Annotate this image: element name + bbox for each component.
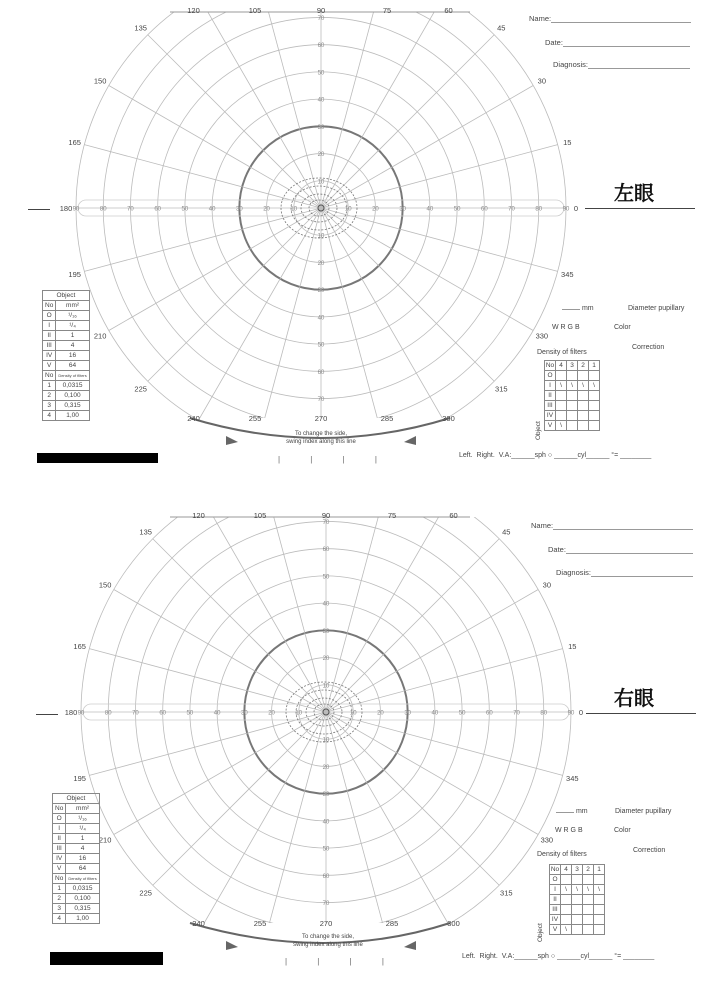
ring-value-label: 70 bbox=[132, 710, 139, 717]
object-vertical-label: Object bbox=[535, 421, 542, 440]
ring-value-label: 90 bbox=[72, 206, 80, 213]
grid-lines bbox=[76, 0, 566, 453]
ring-value-label: 50 bbox=[181, 206, 189, 213]
meridian-label: 255 bbox=[248, 414, 262, 423]
pupil-mm-field[interactable]: mm bbox=[562, 305, 594, 312]
meridian-line bbox=[153, 539, 326, 712]
color-letters[interactable]: W R G B bbox=[555, 827, 583, 834]
density-col-no: No bbox=[53, 874, 66, 884]
ring-value-label: 30 bbox=[404, 710, 412, 717]
ring-value-label: 20 bbox=[372, 206, 379, 213]
table-row: 3 0,315 bbox=[43, 401, 90, 411]
table-row: II 1 bbox=[53, 834, 100, 844]
ring-value-label: 60 bbox=[480, 206, 488, 213]
table-row: 3 0,315 bbox=[53, 904, 100, 914]
ring-value-label: 60 bbox=[322, 547, 330, 554]
meridian-label: 300 bbox=[447, 919, 460, 928]
left-tick-line bbox=[28, 209, 50, 210]
perimetry-chart-left-eye bbox=[0, 0, 728, 500]
ring-value-label: 30 bbox=[322, 628, 330, 635]
meridian-label: 255 bbox=[253, 919, 267, 928]
grid-lines bbox=[81, 505, 571, 957]
meridian-label: 135 bbox=[139, 527, 152, 537]
redacted-block bbox=[50, 952, 163, 965]
eye-label-rule bbox=[585, 208, 695, 209]
table-row: IV 16 bbox=[53, 854, 100, 864]
ring-value-label: 20 bbox=[317, 152, 325, 159]
meridian-line bbox=[321, 35, 494, 208]
ring-value-label: 10 bbox=[322, 683, 330, 690]
meridian-label: 0 bbox=[578, 708, 584, 717]
swing-arrow-left bbox=[226, 941, 238, 950]
meridian-label: 30 bbox=[537, 76, 547, 86]
ring-value-label: 10 bbox=[344, 206, 352, 213]
ring-value-label: 50 bbox=[186, 710, 194, 717]
table-row[interactable]: IV bbox=[550, 915, 605, 925]
swing-instruction: To change the side, swing index along this line bbox=[293, 934, 363, 948]
ring-value-label: 50 bbox=[453, 206, 461, 213]
ring-value-label: 50 bbox=[317, 70, 325, 77]
correction-label: Correction bbox=[632, 344, 665, 351]
left-tick-line bbox=[36, 714, 58, 715]
meridian-label: 75 bbox=[382, 6, 392, 15]
swing-arrow-left bbox=[226, 436, 238, 445]
ring-value-label: 40 bbox=[213, 710, 221, 717]
color-label: Color bbox=[614, 827, 631, 834]
meridian-line bbox=[84, 208, 321, 271]
meridian-label: 105 bbox=[253, 511, 267, 520]
meridian-label: 120 bbox=[187, 6, 200, 15]
meridian-line bbox=[84, 145, 321, 208]
meridian-label: 120 bbox=[192, 511, 205, 520]
meridian-line bbox=[321, 145, 558, 208]
ring-value-label: 70 bbox=[508, 206, 515, 213]
meridian-line bbox=[263, 712, 326, 949]
meridian-label: 285 bbox=[385, 919, 399, 928]
ring-value-label: 40 bbox=[322, 819, 330, 826]
ring-value-label: 10 bbox=[295, 710, 303, 717]
table-row[interactable]: IV bbox=[545, 411, 600, 421]
ring-value-label: 20 bbox=[263, 206, 270, 213]
meridian-label: 225 bbox=[139, 888, 152, 898]
pupil-diameter-label: Diameter pupillary bbox=[615, 808, 672, 815]
ring-value-label: 20 bbox=[377, 710, 384, 717]
ring-value-label: 10 bbox=[317, 233, 325, 240]
visual-field-grid bbox=[0, 505, 728, 1005]
ring-value-label: 70 bbox=[322, 519, 330, 526]
object-table bbox=[42, 290, 90, 421]
object-col-mm: mm² bbox=[56, 301, 89, 311]
meridian-line bbox=[321, 208, 384, 445]
ring-value-label: 10 bbox=[317, 179, 325, 186]
meridian-label: 150 bbox=[93, 76, 107, 86]
meridian-line bbox=[326, 712, 389, 949]
meridian-label: 210 bbox=[93, 331, 107, 341]
object-vertical-label: Object bbox=[537, 923, 544, 942]
ring-value-label: 20 bbox=[268, 710, 275, 717]
eye-label: 右眼 bbox=[614, 686, 654, 710]
meridian-line bbox=[148, 35, 321, 208]
ring-value-label: 90 bbox=[567, 710, 575, 717]
meridian-label: 90 bbox=[321, 511, 331, 520]
ring-value-label: 10 bbox=[290, 206, 298, 213]
ring-value-label: 70 bbox=[317, 397, 325, 404]
table-row: 1 0,0315 bbox=[43, 381, 90, 391]
table-row[interactable]: II bbox=[550, 895, 605, 905]
ring-value-label: 70 bbox=[322, 901, 330, 908]
table-row[interactable]: III bbox=[545, 401, 600, 411]
ring-value-label: 80 bbox=[104, 710, 112, 717]
meridian-label: 195 bbox=[73, 773, 86, 783]
meridian-line bbox=[326, 712, 563, 775]
color-letters[interactable]: W R G B bbox=[552, 324, 580, 331]
perimetry-chart-right-eye bbox=[0, 505, 728, 1005]
meridian-label: 315 bbox=[495, 384, 508, 394]
ring-value-label: 60 bbox=[317, 369, 325, 376]
meridian-label: 45 bbox=[497, 23, 506, 33]
color-label: Color bbox=[614, 324, 631, 331]
meridian-label: 345 bbox=[561, 269, 574, 279]
meridian-label: 345 bbox=[566, 773, 579, 783]
meridian-label: 30 bbox=[542, 580, 552, 590]
meridian-label: 180 bbox=[64, 708, 78, 717]
correction-label: Correction bbox=[633, 847, 666, 854]
meridian-label: 300 bbox=[442, 414, 455, 423]
table-row: I ¹/₄ bbox=[43, 321, 90, 331]
date-field[interactable]: Date: bbox=[545, 38, 690, 47]
object-col-mm: mm² bbox=[66, 804, 99, 814]
meridian-label: 135 bbox=[134, 23, 147, 33]
eye-label: 左眼 bbox=[614, 181, 654, 205]
density-col-no: No bbox=[43, 371, 56, 381]
meridian-label: 240 bbox=[192, 919, 205, 928]
meridian-label: 270 bbox=[319, 919, 333, 928]
meridian-label: 60 bbox=[449, 511, 458, 520]
meridian-label: 165 bbox=[73, 642, 86, 652]
meridian-label: 165 bbox=[68, 138, 81, 148]
ring-value-label: 10 bbox=[349, 710, 357, 717]
table-row[interactable]: III bbox=[550, 905, 605, 915]
ring-value-label: 30 bbox=[399, 206, 407, 213]
table-row: V 64 bbox=[53, 864, 100, 874]
ring-value-label: 90 bbox=[562, 206, 570, 213]
table-row[interactable]: II bbox=[545, 391, 600, 401]
object-table-title: Object bbox=[53, 794, 100, 804]
eye-label-rule bbox=[586, 713, 696, 714]
ring-value-label: 30 bbox=[235, 206, 243, 213]
table-row: 1 0,0315 bbox=[53, 884, 100, 894]
swing-arrow-right bbox=[404, 436, 416, 445]
table-row: I ¹/₄ bbox=[53, 824, 100, 834]
meridian-label: 0 bbox=[573, 204, 579, 213]
meridian-label: 105 bbox=[248, 6, 262, 15]
ring-value-label: 50 bbox=[317, 342, 325, 349]
meridian-line bbox=[326, 649, 563, 712]
ring-value-label: 60 bbox=[322, 873, 330, 880]
ring-value-label: 80 bbox=[540, 710, 548, 717]
table-row: III 4 bbox=[53, 844, 100, 854]
meridian-label: 60 bbox=[444, 6, 453, 15]
ring-value-label: 40 bbox=[431, 710, 439, 717]
table-row: III 4 bbox=[43, 341, 90, 351]
meridian-line bbox=[153, 712, 326, 885]
density-filters-title: Density of filters bbox=[537, 349, 587, 356]
table-row[interactable]: O bbox=[545, 371, 600, 381]
ring-value-label: 70 bbox=[127, 206, 134, 213]
ring-value-label: 40 bbox=[426, 206, 434, 213]
table-row: O ¹/₁₆ bbox=[43, 311, 90, 321]
meridian-label: 225 bbox=[134, 384, 147, 394]
object-col-no: No bbox=[43, 301, 56, 311]
meridian-label: 45 bbox=[502, 527, 511, 537]
ring-value-label: 30 bbox=[317, 288, 325, 295]
table-row[interactable]: V \ bbox=[550, 925, 605, 935]
ring-value-label: 30 bbox=[317, 124, 325, 131]
visual-field-grid bbox=[0, 0, 728, 500]
ring-value-label: 80 bbox=[99, 206, 107, 213]
meridian-line bbox=[321, 208, 494, 381]
ring-value-label: 30 bbox=[240, 710, 248, 717]
density-filters-table[interactable]: No 4 3 2 1 O I \ \ \ \ II III IV V \ bbox=[549, 864, 605, 935]
meridian-label: 240 bbox=[187, 414, 200, 423]
table-row[interactable]: O bbox=[550, 875, 605, 885]
footer-va-line[interactable]: Left. Right. V.A:______sph ○ ______cyl______ °= ________ bbox=[459, 452, 652, 459]
object-table-title: Object bbox=[43, 291, 90, 301]
table-row: II 1 bbox=[43, 331, 90, 341]
table-row: V 64 bbox=[43, 361, 90, 371]
ring-value-label: 60 bbox=[485, 710, 493, 717]
meridian-label: 75 bbox=[387, 511, 397, 520]
object-table bbox=[52, 793, 100, 924]
object-col-no: No bbox=[53, 804, 66, 814]
ring-value-label: 10 bbox=[322, 737, 330, 744]
ring-value-label: 40 bbox=[322, 601, 330, 608]
density-col-label: Density of filters bbox=[66, 874, 99, 884]
diagnosis-field[interactable]: Diagnosis: bbox=[556, 568, 693, 577]
date-field[interactable]: Date: bbox=[548, 545, 693, 554]
footer-va-line[interactable]: Left. Right. V.A:______sph ○ ______cyl______ °= ________ bbox=[462, 953, 655, 960]
table-row[interactable]: I \ \ \ \ bbox=[545, 381, 600, 391]
ring-value-label: 70 bbox=[513, 710, 520, 717]
ring-value-label: 20 bbox=[322, 764, 330, 771]
meridian-label: 270 bbox=[314, 414, 328, 423]
meridian-label: 90 bbox=[316, 6, 326, 15]
meridian-line bbox=[321, 208, 558, 271]
meridian-label: 330 bbox=[540, 835, 554, 845]
swing-ticks: | | | | bbox=[278, 455, 391, 464]
table-row: 2 0,100 bbox=[43, 391, 90, 401]
table-row: O ¹/₁₆ bbox=[53, 814, 100, 824]
meridian-label: 210 bbox=[98, 835, 112, 845]
ring-value-label: 50 bbox=[322, 846, 330, 853]
meridian-label: 315 bbox=[500, 888, 513, 898]
pupil-diameter-label: Diameter pupillary bbox=[628, 305, 685, 312]
table-row[interactable]: V \ bbox=[545, 421, 600, 431]
table-row: IV 16 bbox=[43, 351, 90, 361]
meridian-line bbox=[89, 712, 326, 775]
meridian-label: 195 bbox=[68, 269, 81, 279]
redacted-block bbox=[37, 453, 158, 463]
table-row: 2 0,100 bbox=[53, 894, 100, 904]
ring-value-label: 40 bbox=[208, 206, 216, 213]
table-row: 4 1,00 bbox=[53, 914, 100, 924]
meridian-label: 330 bbox=[535, 331, 549, 341]
meridian-label: 180 bbox=[59, 204, 73, 213]
density-filters-table[interactable]: No 4 3 2 1 O I \ \ \ \ II III IV V \ bbox=[544, 360, 600, 431]
ring-value-label: 40 bbox=[317, 97, 325, 104]
name-field[interactable]: Name: bbox=[531, 521, 693, 530]
ring-value-label: 80 bbox=[535, 206, 543, 213]
swing-ticks: | | | | bbox=[285, 957, 398, 966]
swing-instruction: To change the side, swing index along this line bbox=[286, 431, 356, 445]
diagnosis-field[interactable]: Diagnosis: bbox=[553, 60, 690, 69]
meridian-line bbox=[89, 649, 326, 712]
ring-value-label: 20 bbox=[322, 656, 330, 663]
ring-value-label: 40 bbox=[317, 315, 325, 322]
ring-value-label: 30 bbox=[322, 792, 330, 799]
meridian-line bbox=[258, 208, 321, 445]
ring-value-label: 60 bbox=[317, 43, 325, 50]
ring-value-label: 70 bbox=[317, 15, 325, 22]
ring-value-label: 50 bbox=[458, 710, 466, 717]
density-col-label: Density of filters bbox=[56, 371, 89, 381]
name-field[interactable]: Name: bbox=[529, 14, 691, 23]
ring-value-label: 50 bbox=[322, 574, 330, 581]
table-row[interactable]: I \ \ \ \ bbox=[550, 885, 605, 895]
pupil-mm-field[interactable]: mm bbox=[556, 808, 588, 815]
meridian-label: 15 bbox=[568, 642, 577, 652]
meridian-line bbox=[148, 208, 321, 381]
meridian-label: 150 bbox=[98, 580, 112, 590]
ring-value-label: 20 bbox=[317, 260, 325, 267]
ring-value-label: 90 bbox=[77, 710, 85, 717]
meridian-label: 285 bbox=[380, 414, 394, 423]
ring-value-label: 60 bbox=[154, 206, 162, 213]
table-row: 4 1,00 bbox=[43, 411, 90, 421]
meridian-line bbox=[326, 539, 499, 712]
meridian-line bbox=[326, 712, 499, 885]
ring-value-label: 60 bbox=[159, 710, 167, 717]
density-filters-title: Density of filters bbox=[537, 851, 587, 858]
meridian-label: 15 bbox=[563, 138, 572, 148]
